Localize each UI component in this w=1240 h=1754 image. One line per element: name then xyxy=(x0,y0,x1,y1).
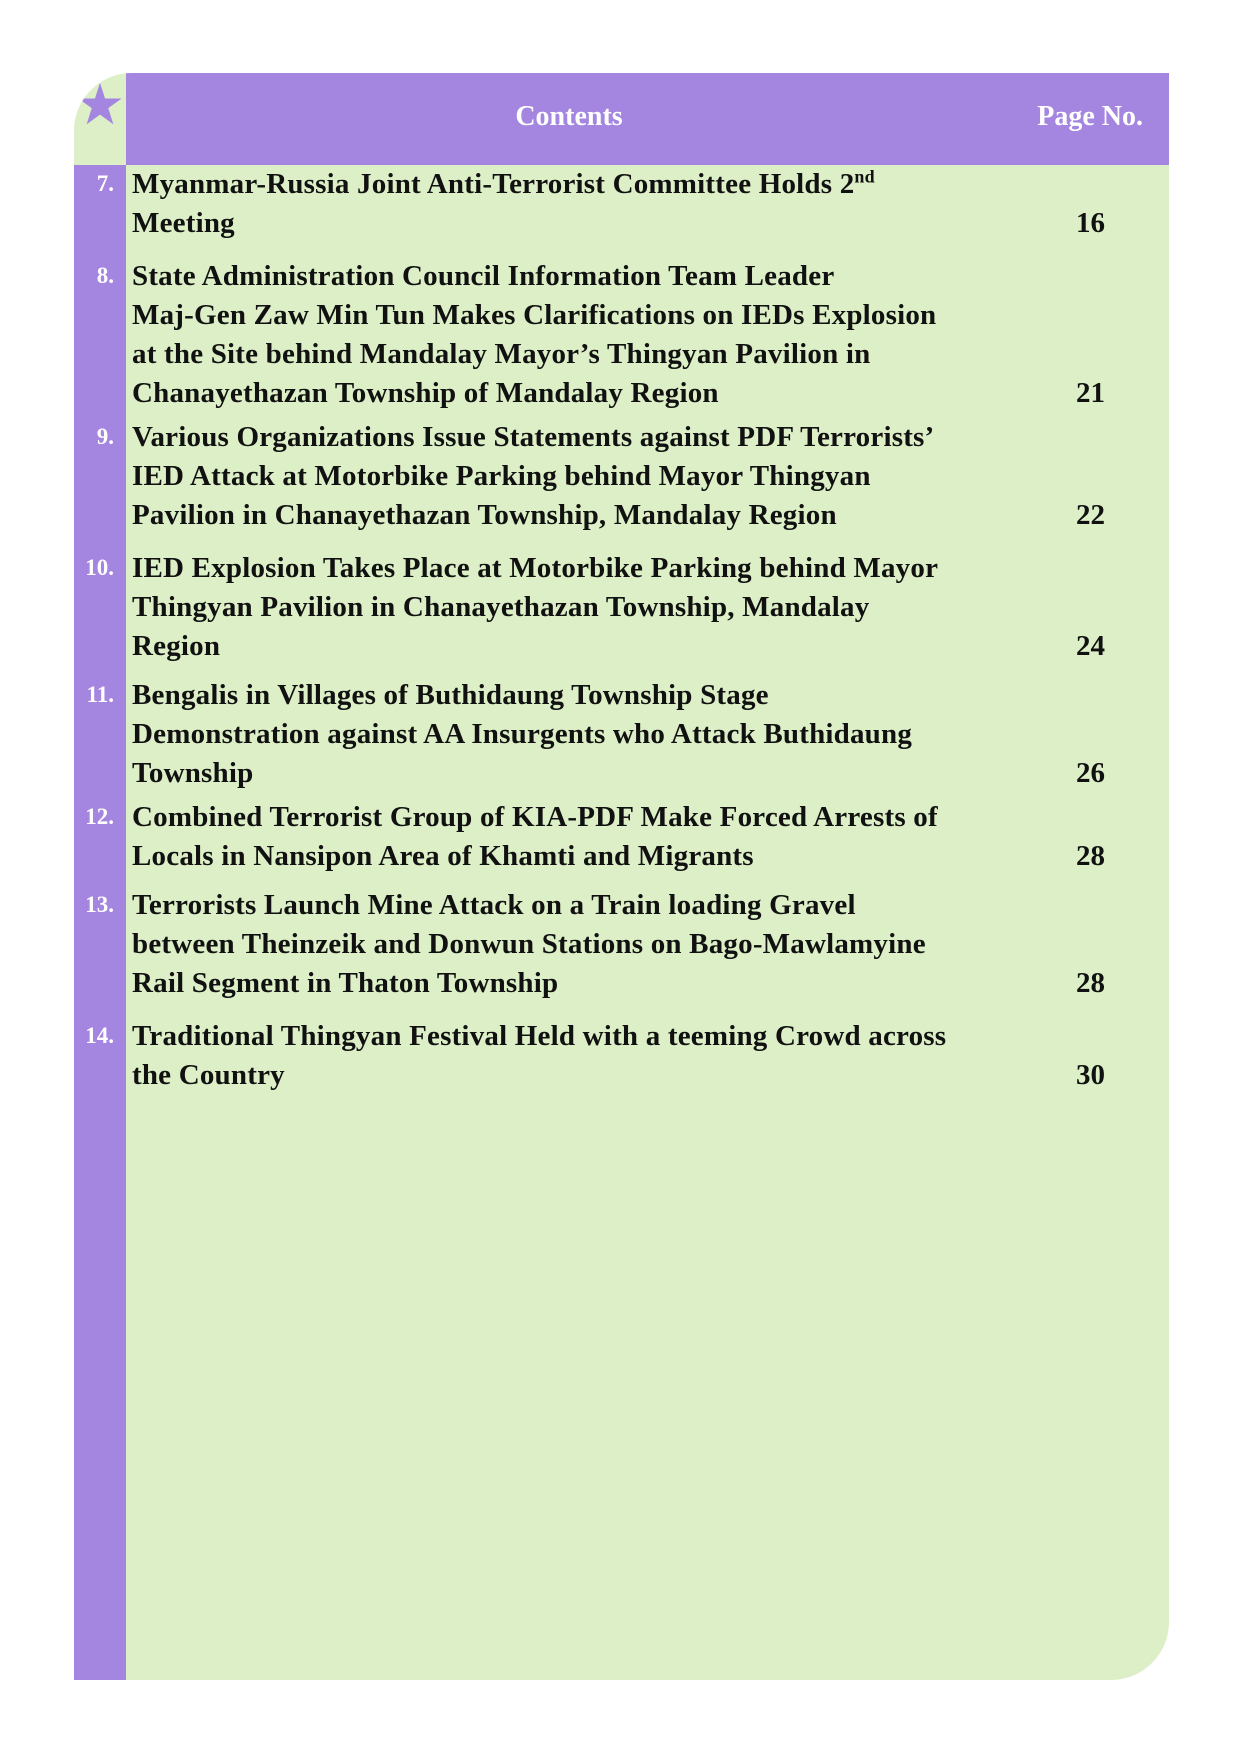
star-icon xyxy=(77,81,123,127)
entry-page-number: 21 xyxy=(1076,377,1105,409)
entry-title-line: Meeting xyxy=(132,207,235,239)
entry-page-number: 26 xyxy=(1076,757,1105,789)
entry-title-line: Traditional Thingyan Festival Held with a teeming Crowd across xyxy=(132,1020,947,1052)
entry-title-line: IED Explosion Takes Place at Motorbike Parking behind Mayor xyxy=(132,552,939,584)
entry-title-line: the Country xyxy=(132,1059,285,1091)
entry-title-line: Chanayethazan Township of Mandalay Region xyxy=(132,377,719,409)
entry-title-line: Locals in Nansipon Area of Khamti and Migrants xyxy=(132,840,754,872)
entry-title-line: Region xyxy=(132,630,221,662)
star-cell xyxy=(74,73,126,165)
entry-page-number: 22 xyxy=(1076,499,1105,531)
entry-title-line: Myanmar-Russia Joint Anti-Terrorist Committee Holds 2nd xyxy=(132,166,875,200)
entry-title-line: Maj-Gen Zaw Min Tun Makes Clarifications on IEDs Explosion xyxy=(132,299,937,331)
entry-title-line: Terrorists Launch Mine Attack on a Train loading Gravel xyxy=(132,889,856,921)
entry-page-number: 28 xyxy=(1076,967,1105,999)
contents-header xyxy=(126,73,1169,165)
entry-title-line: Demonstration against AA Insurgents who Attack Buthidaung xyxy=(132,718,913,750)
contents-title: Contents xyxy=(515,101,623,132)
entry-title-line: IED Attack at Motorbike Parking behind Mayor Thingyan xyxy=(132,460,871,492)
entry-title-superscript: nd xyxy=(854,166,875,187)
entry-number: 12. xyxy=(85,804,114,829)
entry-number: 11. xyxy=(86,682,114,707)
entry-number: 7. xyxy=(96,171,114,196)
entry-page-number: 24 xyxy=(1076,630,1105,662)
entry-page-number: 30 xyxy=(1076,1059,1105,1091)
entry-number: 14. xyxy=(85,1023,114,1048)
entry-title-line: between Theinzeik and Donwun Stations on Bago-Mawlamyine xyxy=(132,928,926,960)
entry-title-line: Thingyan Pavilion in Chanayethazan Township, Mandalay xyxy=(132,591,870,623)
entry-page-number: 28 xyxy=(1076,840,1105,872)
entry-title-line: Pavilion in Chanayethazan Township, Mandalay Region xyxy=(132,499,837,531)
entry-title-line: Various Organizations Issue Statements against PDF Terrorists’ xyxy=(132,421,935,453)
contents-page xyxy=(74,73,1169,1680)
entry-title-line: Rail Segment in Thaton Township xyxy=(132,967,559,999)
entry-number: 13. xyxy=(85,892,114,917)
entry-title-line: Combined Terrorist Group of KIA-PDF Make Forced Arrests of xyxy=(132,801,938,833)
entry-number: 9. xyxy=(96,424,114,449)
entry-title-line: Township xyxy=(132,757,254,789)
entry-title-line: Bengalis in Villages of Buthidaung Township Stage xyxy=(132,679,769,711)
entry-title-line: State Administration Council Information Team Leader xyxy=(132,260,835,292)
page-number-heading: Page No. xyxy=(1037,101,1143,132)
entry-number: 10. xyxy=(85,555,114,580)
entry-title-line: at the Site behind Mandalay Mayor’s Thingyan Pavilion in xyxy=(132,338,871,370)
entry-number: 8. xyxy=(96,263,114,288)
entry-page-number: 16 xyxy=(1076,207,1105,239)
